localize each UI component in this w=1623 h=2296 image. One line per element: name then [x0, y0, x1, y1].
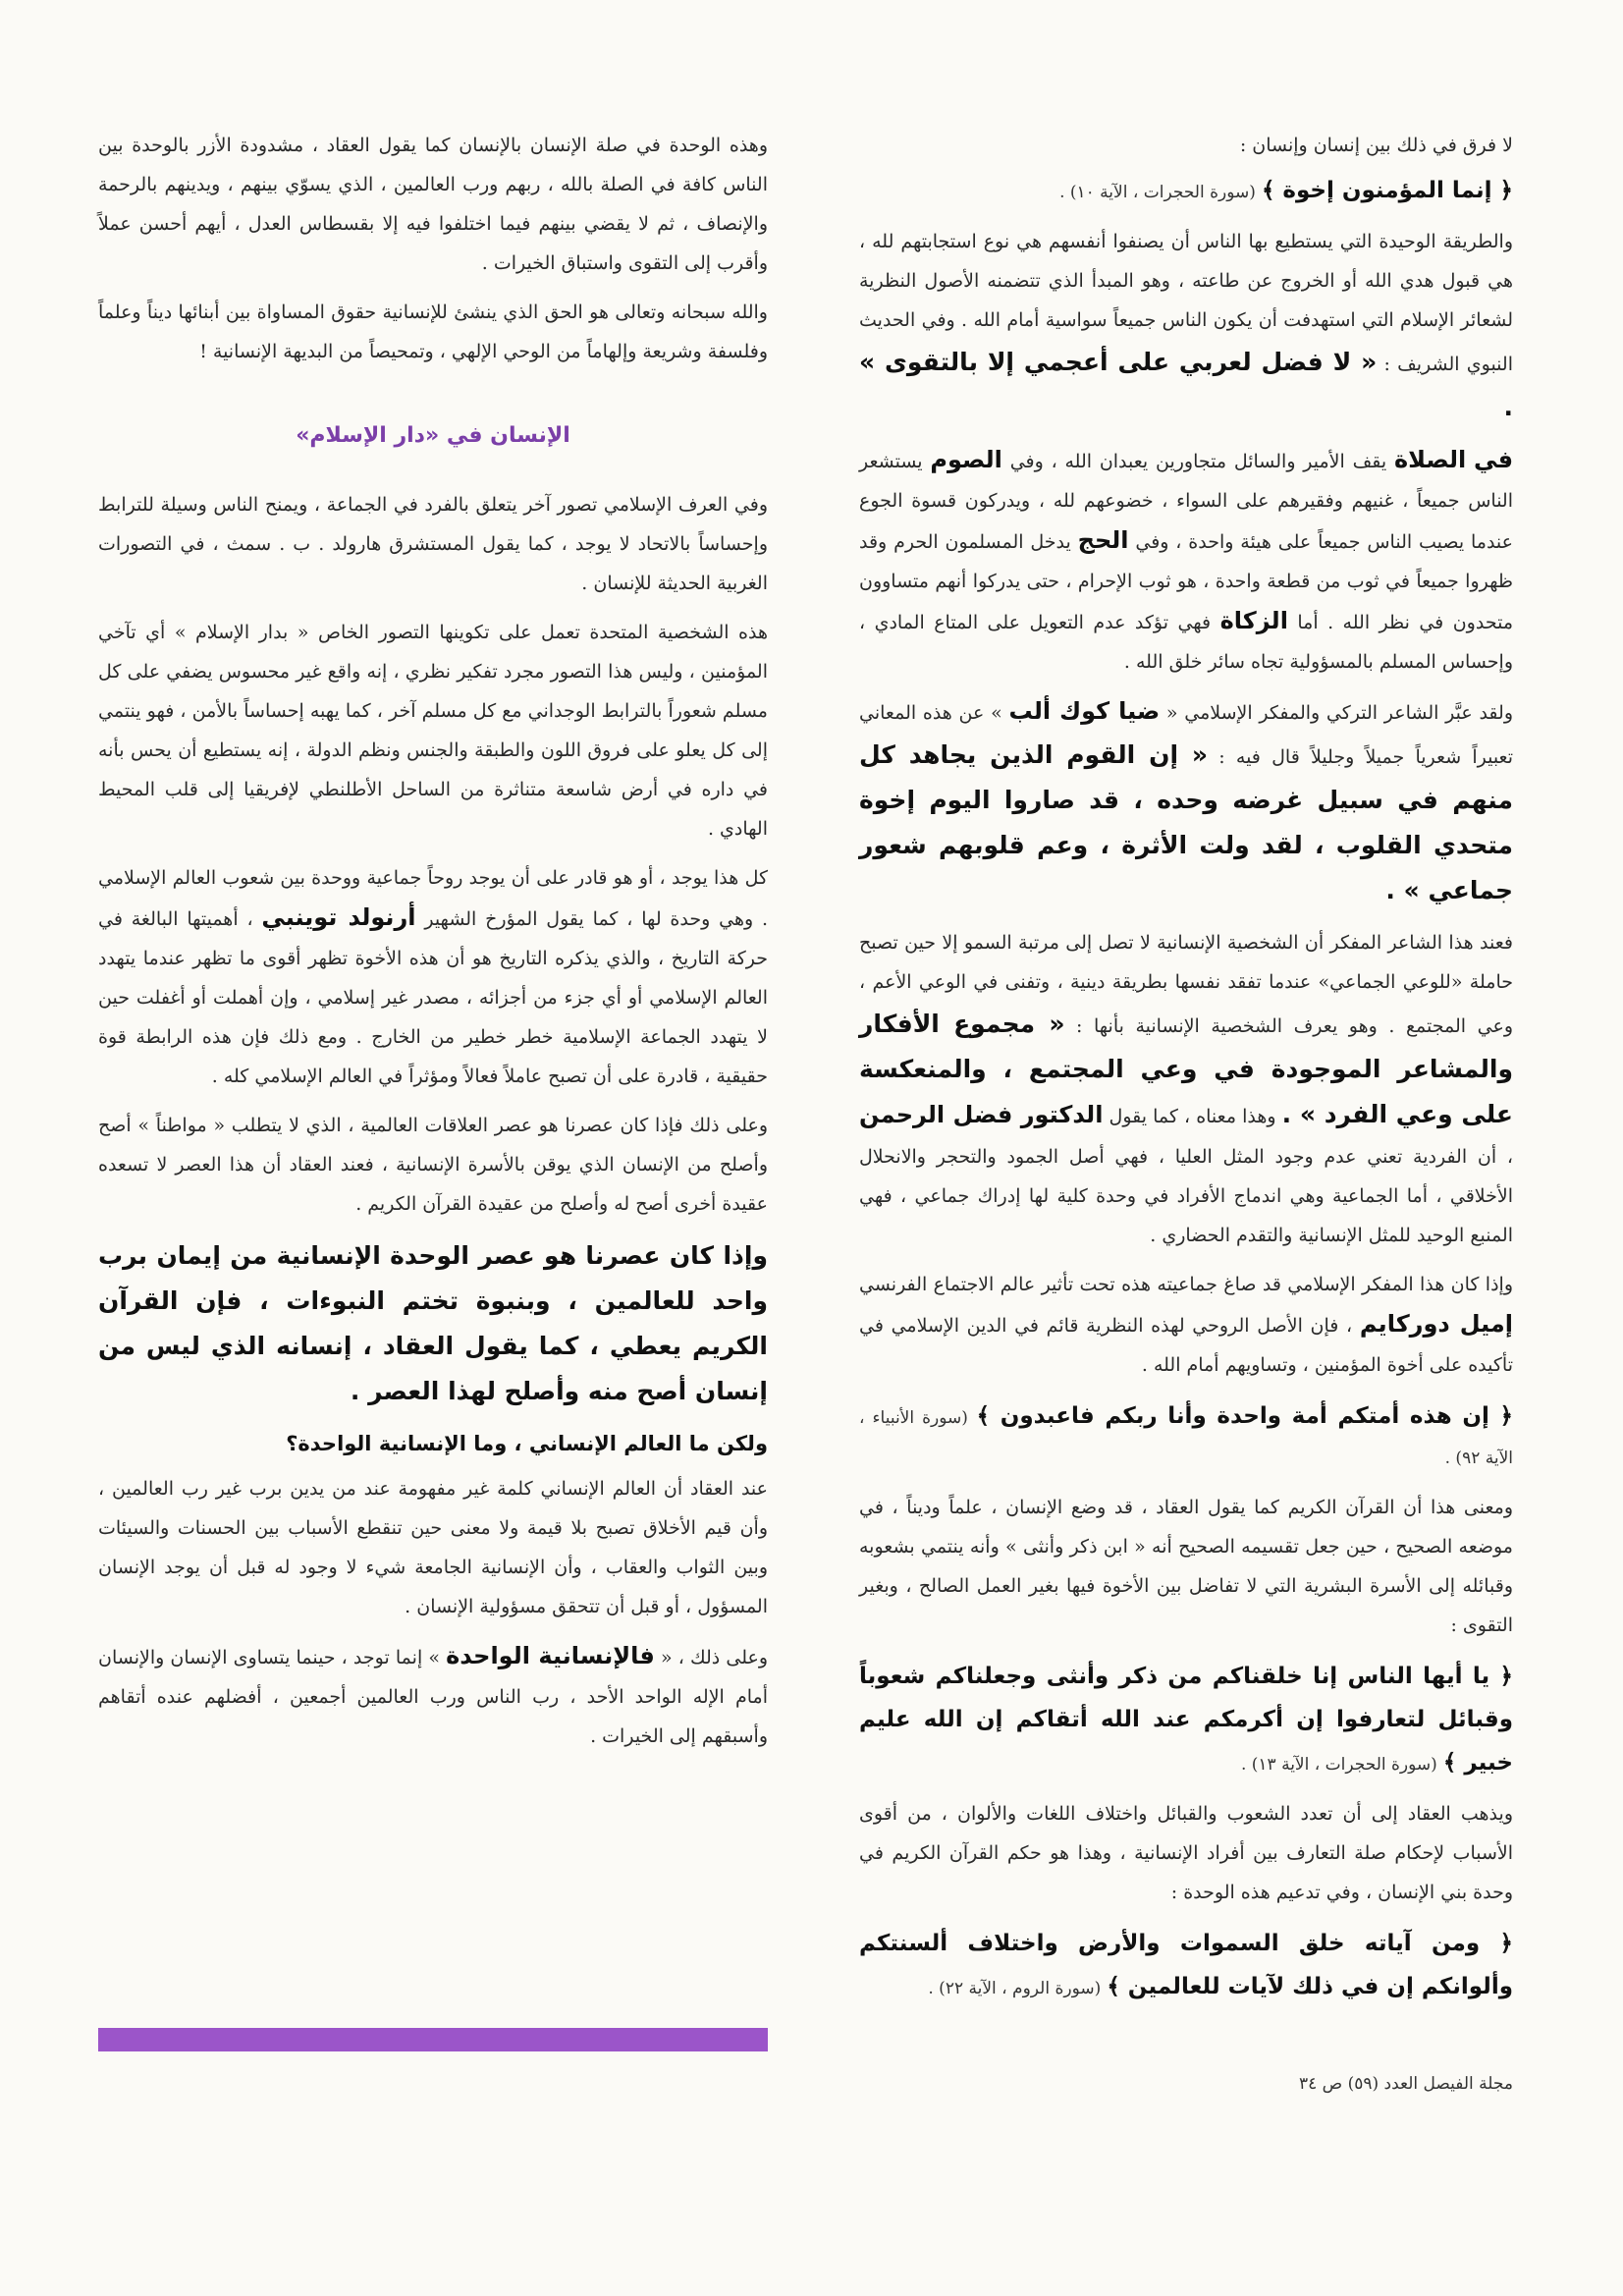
- person-name: إميل دوركايم: [1359, 1310, 1513, 1338]
- hadith-quote: « لا فضل لعربي على أعجمي إلا بالتقوى » .: [859, 348, 1513, 421]
- text: وهذا معناه ، كما يقول: [1109, 1106, 1276, 1127]
- verse-reference: (سورة الروم ، الآية ٢٢) .: [928, 1979, 1102, 1998]
- verse-text: ﴿ إن هذه أمتكم أمة واحدة وأنا ربكم فاعبدون ﴾: [976, 1403, 1513, 1429]
- paragraph: [98, 293, 768, 371]
- text: » عن هذه المعاني تعبيراً شعرياً جميلاً وجليلاً قال فيه :: [859, 702, 1514, 768]
- left-column: [98, 126, 768, 1766]
- person-name: الدكتور فضل الرحمن: [859, 1101, 1104, 1128]
- person-name: أرنولد توينبي: [261, 903, 416, 931]
- text: ، أهميتها البالغة في حركة التاريخ ، والذي يذكره التاريخ هو أن هذه الأخوة تظهر أقوى ما تظهر عندما يتهدد العالم الإسلامي أو أي جزء من أجزائه ، مصدر غير إسلامي ، وإن أهملت أو أغفلت حين لا يتهدد الجماعة الإسلامية خطر خطير من الخارج . ومع ذلك فإن هذه الرابطة قوة حقيقية ، قادرة على أن تصبح عاملاً فعالاً ومؤثراً في العالم الإسلامي كله .: [98, 908, 768, 1087]
- paragraph: [98, 1106, 768, 1224]
- text: وعلى ذلك ، «: [660, 1647, 769, 1668]
- verse-reference: (سورة الأنبياء ، الآية ٩٢) .: [859, 1408, 1513, 1468]
- verse-text: ﴿ إنما المؤمنون إخوة ﴾: [1261, 178, 1513, 203]
- paragraph: [859, 440, 1513, 682]
- verse-text: ﴿ يا أيها الناس إنا خلقناكم من ذكر وأنثى وجعلناكم شعوباً وقبائل لتعارفوا إن أكرمكم عند الله أتقاكم إن الله عليم خبير ﴾: [859, 1664, 1513, 1776]
- paragraph: [98, 485, 768, 603]
- paragraph: [859, 923, 1513, 1255]
- quran-verse: [859, 169, 1513, 212]
- definition-quote: « مجموع الأفكار والمشاعر الموجودة في وعي المجتمع ، والمنعكسة على وعي الفرد » .: [859, 1010, 1514, 1128]
- text: وعلى ذلك فإذا كان عصرنا هو عصر العلاقات العالمية ، الذي لا يتطلب « مواطناً » أصح وأصلح من الإنسان الذي يوقن بالأسرة الإنسانية ، فعند العقاد أن هذا العصر لا تسعده عقيدة أخرى أصح له وأصلح من عقيدة القرآن الكريم .: [98, 1115, 768, 1215]
- text: » إنما توجد ، حينما يتساوى الإنسان والإنسان أمام الإله الواحد الأحد ، رب الناس ورب العالمين أجمعين ، أفضلهم عنده أتقاهم وأسبقهم إلى الخيرات .: [98, 1647, 768, 1747]
- paragraph: [859, 126, 1513, 165]
- text: عند العقاد أن العالم الإنساني كلمة غير مفهومة عند من يدين برب غير رب العالمين ، وأن قيم الأخلاق تصبح بلا قيمة ولا معنى حين تنقطع الأسباب بين الحسنات والسيئات وبين الثواب والعقاب ، وأن الإنسانية الجامعة شيء لا وجود له قبل أن يوجد الإنسان المسؤول ، أو قبل أن تتحقق مسؤولية الإنسان .: [98, 1478, 768, 1617]
- text: يستشعر الناس جميعاً ، غنيهم وفقيرهم على السواء ، خضوعهم لله ، ويدركون قسوة الجوع عندما يصيب الناس جميعاً على هيئة واحدة ، وفي: [859, 451, 1513, 553]
- text: يدخل المسلمون الحرم وقد ظهروا جميعاً في ثوب من قطعة واحدة ، هو ثوب الإحرام ، حتى يدركوا أنهم متساوون متحدون في نظر الله . أما: [859, 531, 1513, 633]
- quran-verse: [859, 1394, 1513, 1478]
- paragraph: [859, 1488, 1513, 1645]
- verse-reference: (سورة الحجرات ، الآية ١٣) .: [1240, 1755, 1437, 1775]
- person-name: ضيا كوك ألب: [1008, 697, 1161, 725]
- text: ، أن الفردية تعني عدم وجود المثل العليا ، فهي أصل الجمود والتحجر والانحلال الأخلاقي ، أما الجماعية وهي اندماج الأفراد في وحدة كلية لها إدراك جماعي ، فهي المنبع الوحيد للمثل الإنسانية والتقدم الحضاري .: [859, 1146, 1513, 1246]
- text: وإذا كان هذا المفكر الإسلامي قد صاغ جماعيته هذه تحت تأثير عالم الاجتماع الفرنسي: [859, 1274, 1513, 1295]
- text: والطريقة الوحيدة التي يستطيع بها الناس أن يصنفوا أنفسهم هي نوع استجابتهم لله ، هي قبول هدي الله أو الخروج عن طاعته ، وهو المبدأ الذي تتضمنه الأصول النظرية لشعائر الإسلام التي استهدفت أن يكون الناس جميعاً سواسية أمام الله . وفي الحديث النبوي الشريف :: [859, 231, 1513, 375]
- text: يقف الأمير والسائل متجاورين يعبدان الله ، وفي: [1009, 451, 1387, 472]
- text: هذه الشخصية المتحدة تعمل على تكوينها التصور الخاص « بدار الإسلام » أي تآخي المؤمنين ، وليس هذا التصور مجرد تفكير نظري ، إنه واقع غير محسوس يضفي على كل مسلم شعوراً بالترابط الوجداني مع كل مسلم آخر ، كما يهبه إحساساً بالأمن ، فهو ينتمي إلى كل يعلو على فروق اللون والطبقة والجنس ونظم الدولة ، إنه يستطيع أن يحس بأنه في داره في أرض شاسعة متناثرة من الساحل الأطلنطي لإفريقيا إلى قلب المحيط الهادي .: [98, 622, 768, 840]
- section-title: الإنسان في «دار الإسلام»: [296, 423, 570, 448]
- paragraph: [98, 613, 768, 848]
- text: فعند هذا الشاعر المفكر أن الشخصية الإنسانية لا تصل إلى مرتبة السمو إلا حين تصبح حاملة «للوعي الجماعي» عندما تفقد نفسها بطريقة دينية ، وتفنى في الوعي الأعم ، وعي المجتمع . وهو يعرف الشخصية الإنسانية بأنها :: [859, 932, 1513, 1037]
- paragraph: [98, 858, 768, 1096]
- quran-verse: [859, 1655, 1513, 1784]
- text: ولقد عبَّر الشاعر التركي والمفكر الإسلامي «: [1165, 702, 1513, 724]
- bold-term-sawm: الصوم: [930, 446, 1002, 473]
- subheading: ولكن ما العالم الإنساني ، وما الإنسانية الواحدة؟: [286, 1432, 768, 1455]
- paragraph: [98, 1636, 768, 1756]
- decorative-bar: [98, 2028, 768, 2051]
- bold-term-hajj: الحج: [1077, 526, 1129, 554]
- text: وفي العرف الإسلامي تصور آخر يتعلق بالفرد في الجماعة ، ويمنح الناس وسيلة للترابط وإحساساً بالاتحاد لا يوجد ، كما يقول المستشرق هارولد . ب . سمث ، في التصورات الغربية الحديثة للإنسان .: [98, 494, 768, 594]
- paragraph: [859, 222, 1513, 430]
- quran-verse: [859, 1922, 1513, 2008]
- verse-text: ﴿ ومن آياته خلق السموات والأرض واختلاف ألسنتكم وألوانكم إن في ذلك لآيات للعالمين ﴾: [859, 1931, 1513, 1999]
- text: ويذهب العقاد إلى أن تعدد الشعوب والقبائل واختلاف اللغات والألوان ، من أقوى الأسباب لإحكام صلة التعارف بين أفراد الإنسانية ، وهذا هو حكم القرآن الكريم في وحدة بني الإنسان ، وفي تدعيم هذه الوحدة :: [859, 1803, 1513, 1903]
- paragraph: [859, 691, 1513, 913]
- text: لا فرق في ذلك بين إنسان وإنسان :: [1239, 135, 1513, 156]
- bold-term: فالإنسانية الواحدة: [446, 1642, 655, 1669]
- paragraph: [98, 126, 768, 283]
- text: كل هذا يوجد ، أو هو قادر على أن يوجد روحاً جماعية ووحدة بين شعوب العالم الإسلامي . وهي وحدة لها ، كما يقول المؤرخ الشهير: [98, 867, 769, 930]
- text: ومعنى هذا أن القرآن الكريم كما يقول العقاد ، قد وضع الإنسان ، علماً وديناً ، في موضعه الصحيح ، حين جعل تقسيمه الصحيح أنه « ابن ذكر وأنثى » وأنه ينتمي بشعوبه وقبائله إلى الأسرة البشرية التي لا تفاضل بين الأخوة فيها بغير العمل الصالح ، وبغير التقوى :: [859, 1497, 1513, 1636]
- text: وهذه الوحدة في صلة الإنسان بالإنسان كما يقول العقاد ، مشدودة الأزر بالوحدة بين الناس كافة في الصلة بالله ، ربهم ورب العالمين ، الذي يسوّي بينهم ، ويدينهم بالرحمة والإنصاف ، ثم لا يقضي بينهم فيما اختلفوا فيه إلا بقسطاس العدل ، أيهم أحسن عملاً وأقرب إلى التقوى واستباق الخيرات .: [98, 135, 768, 274]
- text: ، فإن الأصل الروحي لهذه النظرية قائم في الدين الإسلامي في تأكيده على أخوة المؤمنين ، وتساويهم أمام الله .: [859, 1315, 1513, 1376]
- verse-reference: (سورة الحجرات ، الآية ١٠) .: [1059, 183, 1256, 202]
- bold-text: وإذا كان عصرنا هو عصر الوحدة الإنسانية من إيمان برب واحد للعالمين ، وبنبوة تختم النبوءات ، فإن القرآن الكريم يعطي ، كما يقول العقاد ، إنسانه الذي ليس من إنسان أصح منه وأصلح لهذا العصر .: [98, 1241, 768, 1405]
- bold-term-salat: الصلاة: [1393, 446, 1467, 473]
- paragraph: [859, 1794, 1513, 1912]
- paragraph: [98, 1469, 768, 1626]
- text: فهي تؤكد عدم التعويل على المتاع المادي ، وإحساس المسلم بالمسؤولية تجاه سائر خلق الله .: [859, 612, 1513, 673]
- bold-paragraph: [98, 1233, 768, 1414]
- poetic-quote: « إن القوم الذين يجاهد كل منهم في سبيل غرضه وحده ، قد صاروا اليوم إخوة متحدي القلوب ، لقد ولت الأثرة ، وعم قلوبهم شعور جماعي » .: [859, 740, 1513, 904]
- bold-term-zakat: الزكاة: [1219, 607, 1288, 634]
- right-column: [859, 126, 1513, 2018]
- paragraph: [859, 1265, 1513, 1385]
- text: والله سبحانه وتعالى هو الحق الذي ينشئ للإنسانية حقوق المساواة بين أبنائها ديناً وعلماً وفلسفة وشريعة وإلهاماً من الوحي الإلهي ، وتمحيصاً من البديهة الإنسانية !: [98, 301, 768, 362]
- page-footer: مجلة الفيصل العدد (٥٩) ص ٣٤: [1298, 2074, 1513, 2094]
- bold-word: في: [1474, 446, 1514, 473]
